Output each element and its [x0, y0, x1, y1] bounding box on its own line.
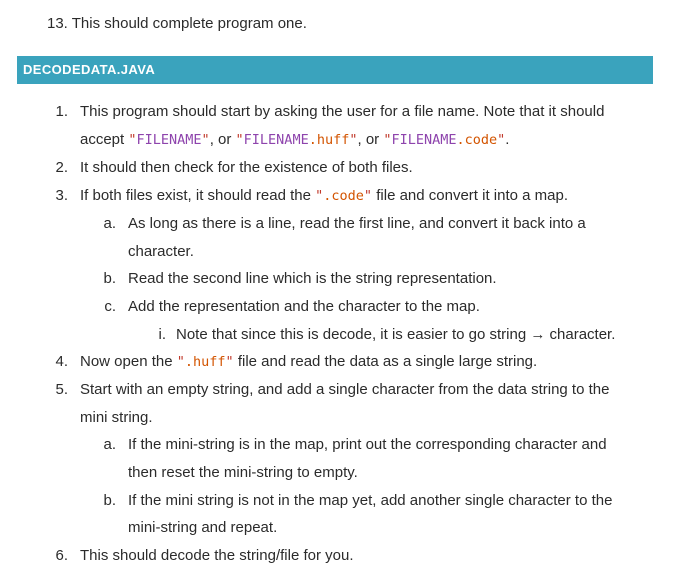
step-5b-text-cont: mini-string and repeat.	[128, 519, 278, 536]
step-3a-text: As long as there is a line, read the first line, and convert it back into a	[128, 215, 586, 232]
step-3a-letter: a.	[103, 215, 116, 232]
step-3c-text: Add the representation and the character to the map.	[128, 298, 480, 315]
step-1-text: This program should start by asking the user for a file name. Note that it should	[80, 103, 605, 120]
step-3b-letter: b.	[103, 270, 116, 287]
intro-number: 13.	[47, 15, 68, 32]
step-3-text: If both files exist, it should read the ".code" file and convert it into a map.	[80, 187, 568, 204]
step-4-number: 4.	[55, 353, 68, 370]
step-6-number: 6.	[55, 547, 68, 564]
step-5-number: 5.	[55, 381, 68, 398]
section-title: DECODEDATA.JAVA	[23, 62, 156, 77]
section-banner	[17, 56, 653, 84]
step-3a-text-cont: character.	[128, 243, 194, 260]
step-4-text: Now open the ".huff" file and read the data as a single large string.	[80, 353, 538, 370]
intro-line	[47, 14, 307, 34]
step-5b-letter: b.	[103, 492, 116, 509]
step-3-number: 3.	[55, 187, 68, 204]
step-3c-i-text: Note that since this is decode, it is easier to go string → character.	[176, 326, 616, 343]
step-3c-letter: c.	[104, 298, 116, 315]
step-5a-text: If the mini-string is in the map, print out the corresponding character and	[128, 436, 607, 453]
step-5a-text-cont: then reset the mini-string to empty.	[128, 464, 358, 481]
step-5-text: Start with an empty string, and add a single character from the data string to the	[80, 381, 610, 398]
step-5-text-cont: mini string.	[80, 409, 153, 426]
step-2-text: It should then check for the existence of both files.	[80, 159, 413, 176]
step-1-number: 1.	[55, 103, 68, 120]
step-3b-text: Read the second line which is the string representation.	[128, 270, 497, 287]
step-5b-text: If the mini string is not in the map yet, add another single character to the	[128, 492, 613, 509]
step-6-text: This should decode the string/file for you.	[80, 547, 354, 564]
intro-text: This should complete program one.	[71, 15, 307, 32]
step-1-text-cont: accept "FILENAME", or "FILENAME.huff", or "FILENAME.code".	[80, 131, 510, 148]
step-2-number: 2.	[55, 159, 68, 176]
step-5a-letter: a.	[103, 436, 116, 453]
step-3c-i-roman: i.	[158, 326, 166, 343]
